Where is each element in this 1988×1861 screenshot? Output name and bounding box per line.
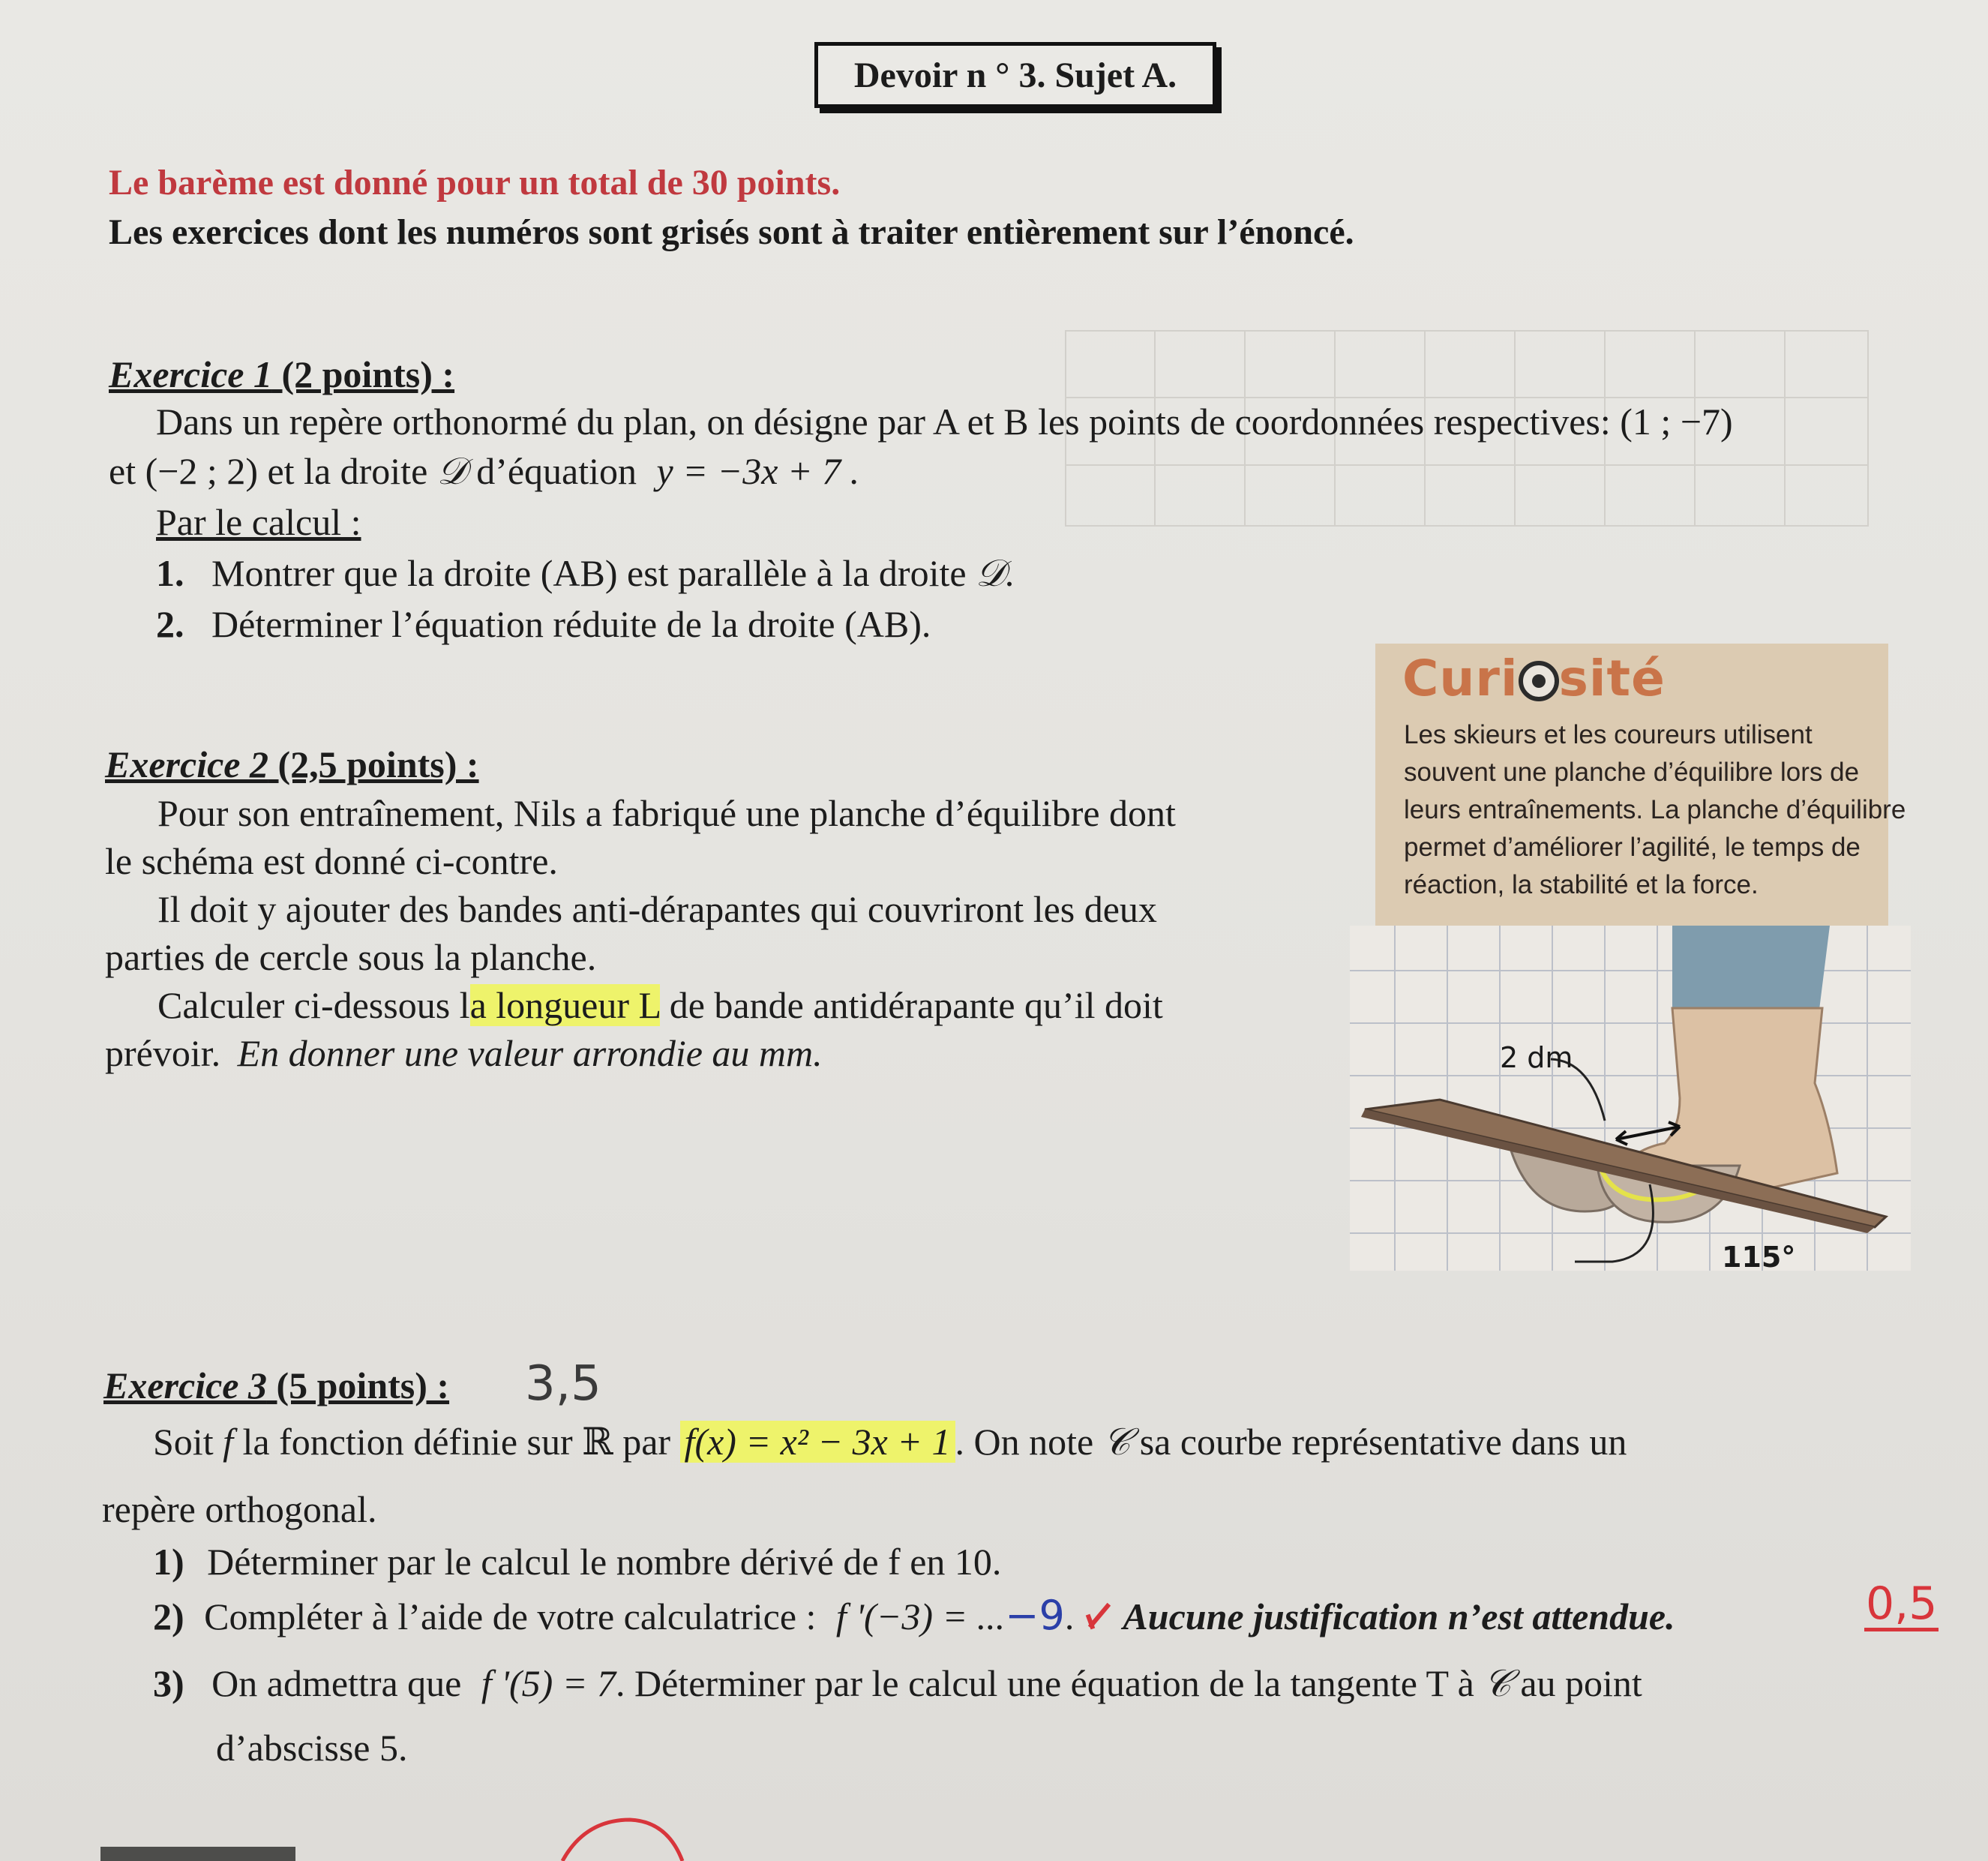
q2-number: 2. <box>156 603 184 645</box>
exercise-1-question-1 <box>156 549 1015 597</box>
exercise-1-title <box>109 353 454 396</box>
ex3-q2-dots: . <box>1064 1595 1075 1637</box>
ex3-line1-c: . On note <box>955 1421 1094 1463</box>
curve-c-symbol: 𝒞 <box>1102 1421 1131 1463</box>
bareme-notice: Le barème est donné pour un total de 30 points. <box>109 163 841 203</box>
exercise-2-title <box>105 743 479 786</box>
ex1-line2-mid: d’équation <box>476 450 637 492</box>
exercise-1-points: (2 points) : <box>281 353 455 395</box>
curiosite-line: permet d’améliorer l’agilité, le temps de <box>1404 833 1861 862</box>
label-angle: 115° <box>1722 1241 1796 1274</box>
exercise-2-line-5 <box>157 981 1163 1029</box>
curiosite-line: leurs entraînements. La planche d’équilibre <box>1404 795 1906 824</box>
curiosite-line: souvent une planche d’équilibre lors de <box>1404 758 1860 787</box>
ex3-q3-text-c: au point <box>1520 1662 1642 1704</box>
ex3-q2-text: Compléter à l’aide de votre calculatrice : <box>204 1595 817 1637</box>
ex1-line2-start: et (−2 ; 2) et la droite <box>109 450 428 492</box>
exercise-2-line-4: parties de cercle sous la planche. <box>105 936 597 978</box>
exercise-2-label: Exercice 2 <box>105 743 268 785</box>
ex3-q2-equation: f '(−3) = ... <box>835 1595 1006 1637</box>
exercise-1-line-2 <box>109 447 859 495</box>
curve-c-symbol: 𝒞 <box>1483 1662 1511 1704</box>
exercise-2-line-6 <box>105 1029 823 1077</box>
handwritten-grade: 0,5 <box>1866 1577 1938 1630</box>
exercise-1-question-2 <box>156 600 931 648</box>
exam-title: Devoir n ° 3. Sujet A. <box>814 42 1216 108</box>
q1-text: Montrer que la droite (AB) est parallèle à la droite <box>211 552 967 594</box>
bottom-shaded-bar <box>100 1847 295 1861</box>
exercise-2-points: (2,5 points) : <box>277 743 479 785</box>
ex3-line1-a: Soit <box>153 1421 214 1463</box>
exercise-3-line-2: repère orthogonal. <box>102 1488 377 1530</box>
ex2-line6-start: prévoir. <box>105 1032 221 1074</box>
ex3-q3-equation: f '(5) = 7 <box>481 1662 616 1704</box>
ex3-q1-text: Déterminer par le calcul le nombre dérivé de f en 10. <box>207 1541 1002 1583</box>
exercise-2-line-1: Pour son entraînement, Nils a fabriqué une planche d’équilibre dont <box>157 792 1176 834</box>
label-radius: 2 dm <box>1500 1041 1573 1074</box>
handwritten-score: 3,5 <box>525 1356 601 1412</box>
curiosite-line: Les skieurs et les coureurs utilisent <box>1404 720 1813 749</box>
target-icon <box>1519 661 1559 701</box>
ex3-q3-number: 3) <box>153 1662 184 1704</box>
exercise-3-question-3 <box>153 1659 1642 1707</box>
exercise-3-points: (5 points) : <box>276 1364 450 1406</box>
exercise-1-line-1: Dans un repère orthonormé du plan, on désigne par A et B les points de coordonnées respectives: (1 ; −7) <box>156 401 1733 443</box>
q2-text: Déterminer l’équation réduite de la droite (AB). <box>211 603 931 645</box>
ex1-equation: y = −3x + 7 . <box>656 450 860 492</box>
exercise-2-line-2: le schéma est donné ci-contre. <box>105 840 558 882</box>
curiosite-title-a: Curi <box>1402 650 1519 707</box>
ex3-q1-number: 1) <box>153 1541 184 1583</box>
red-circle-mark <box>555 1815 690 1861</box>
exercise-3-title <box>103 1364 449 1407</box>
exercise-2-line-3: Il doit y ajouter des bandes anti-dérapantes qui couvriront les deux <box>157 888 1157 930</box>
instructions-notice: Les exercices dont les numéros sont grisés sont à traiter entièrement sur l’énoncé. <box>109 212 1354 252</box>
ex3-f: f <box>223 1421 233 1463</box>
ex3-line1-b: la fonction définie sur ℝ par <box>242 1421 671 1463</box>
ex2-rounding-note: En donner une valeur arrondie au mm. <box>237 1032 823 1074</box>
highlight-longueur: a longueur L <box>469 984 661 1026</box>
curiosite-text <box>1404 720 1906 908</box>
highlight-function-definition: f(x) = x² − 3x + 1 <box>680 1421 955 1463</box>
check-mark-icon <box>1084 1599 1114 1632</box>
ex3-q3-text-a: On admettra que <box>211 1662 462 1704</box>
ex2-line5-end: de bande antidérapante qu’il doit <box>660 984 1163 1026</box>
exercise-3-question-2 <box>153 1592 1675 1640</box>
ex2-line5-start: Calculer ci-dessous l <box>157 984 470 1026</box>
q1-number: 1. <box>156 552 184 594</box>
curiosite-title-b: sité <box>1558 650 1666 707</box>
exercise-3-question-1 <box>153 1538 1001 1586</box>
ex3-q2-note: Aucune justification n’est attendue. <box>1123 1595 1675 1637</box>
exercise-3-line-1 <box>153 1418 1627 1466</box>
ex3-line1-d: sa courbe représentative dans un <box>1139 1421 1627 1463</box>
curiosite-title <box>1402 650 1666 707</box>
handwritten-answer: −9 <box>1005 1592 1065 1639</box>
ex3-q3-text-b: . Déterminer par le calcul une équation de la tangente T à <box>616 1662 1474 1704</box>
exercise-3-label: Exercice 3 <box>103 1364 267 1406</box>
balance-board-figure <box>1350 926 1911 1271</box>
exercise-3-question-3-line-2: d’abscisse 5. <box>216 1727 408 1769</box>
droite-d-symbol: 𝒟 <box>436 450 467 492</box>
exercise-1-label: Exercice 1 <box>109 353 272 395</box>
par-le-calcul: Par le calcul : <box>156 501 361 543</box>
curiosite-line: réaction, la stabilité et la force. <box>1404 870 1759 899</box>
ex3-q2-number: 2) <box>153 1595 184 1637</box>
droite-d-symbol: 𝒟. <box>976 552 1015 594</box>
